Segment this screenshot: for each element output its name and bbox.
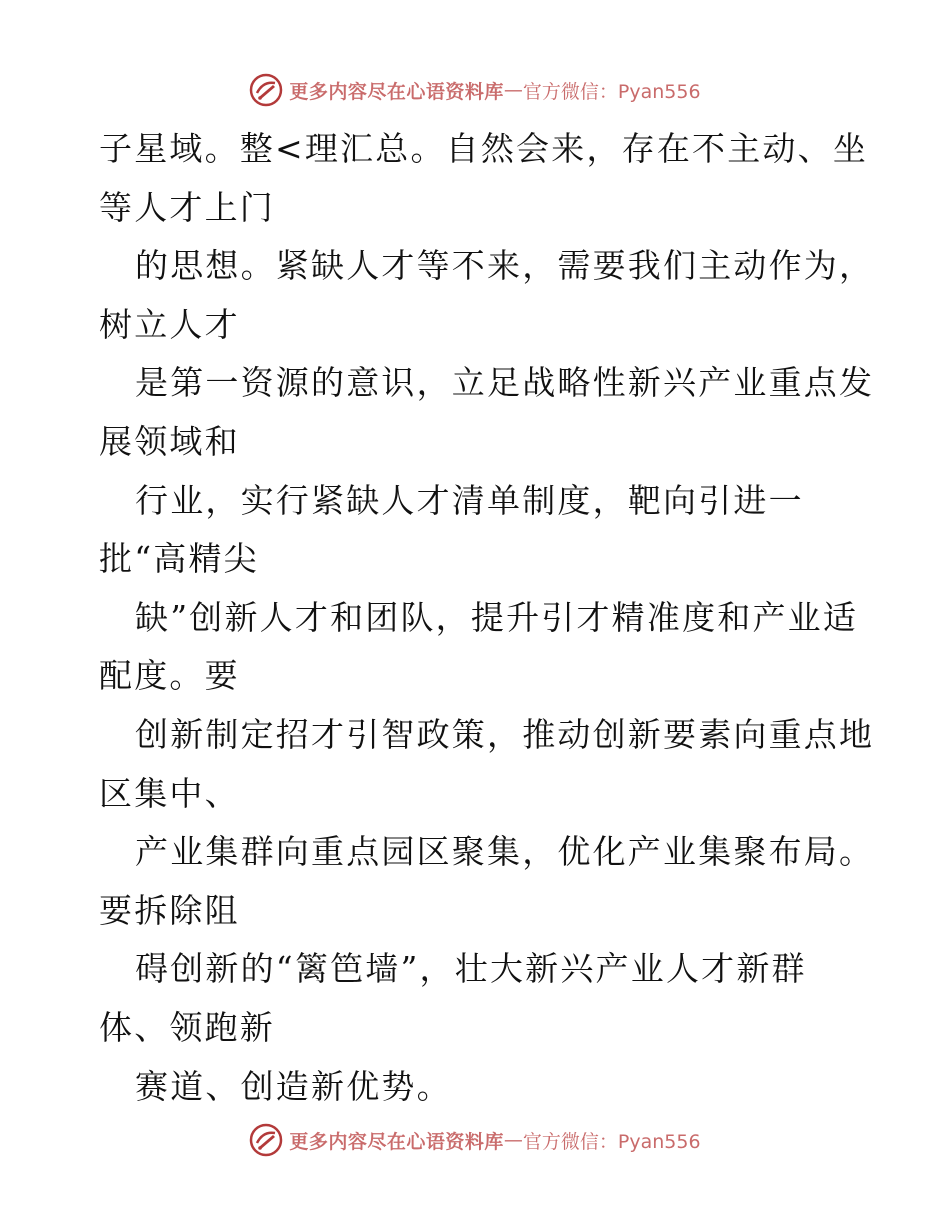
body-line: 赛道、创造新优势。	[135, 1066, 452, 1106]
body-line: 产业集群向重点园区聚集，优化产业集聚布局。	[135, 832, 875, 872]
footer-dash: —	[503, 1129, 523, 1151]
footer-banner	[0, 1120, 950, 1160]
body-line: 子星域。整<理汇总。自然会来，存在不主动、坐	[99, 129, 869, 168]
body-line: 树立人才	[99, 304, 240, 344]
body-line: 要拆除阻	[99, 890, 240, 930]
header-banner	[0, 70, 950, 110]
body-line: 区集中、	[99, 773, 240, 813]
header-contact: 官方微信：Pyan556	[522, 80, 701, 103]
body-line: 展领域和	[99, 421, 240, 461]
body-line: 的思想。紧缺人才等不来，需要我们主动作为，	[135, 246, 875, 286]
body-line: 等人才上门	[99, 187, 275, 227]
pen-logo-icon	[249, 1123, 283, 1157]
body-line: 行业，实行紧缺人才清单制度，靶向引进一	[135, 480, 804, 520]
body-line: 批“高精尖	[99, 539, 259, 579]
header-site-text: 更多内容尽在心语资料库	[289, 80, 504, 103]
body-line: 是第一资源的意识，立足战略性新兴产业重点发	[135, 363, 875, 403]
footer-contact: 官方微信：Pyan556	[522, 1130, 701, 1153]
pen-logo-icon	[249, 73, 283, 107]
body-line: 碍创新的“篱笆墙”，壮大新兴产业人才新群	[135, 949, 807, 989]
body-line: 体、领跑新	[99, 1007, 275, 1047]
document-body	[99, 120, 875, 1116]
body-line: 创新制定招才引智政策，推动创新要素向重点地	[135, 714, 875, 754]
body-line: 缺”创新人才和团队，提升引才精准度和产业适	[135, 597, 859, 637]
footer-site-text: 更多内容尽在心语资料库	[289, 1130, 504, 1153]
body-line: 配度。要	[99, 656, 240, 696]
header-dash: —	[503, 79, 523, 101]
